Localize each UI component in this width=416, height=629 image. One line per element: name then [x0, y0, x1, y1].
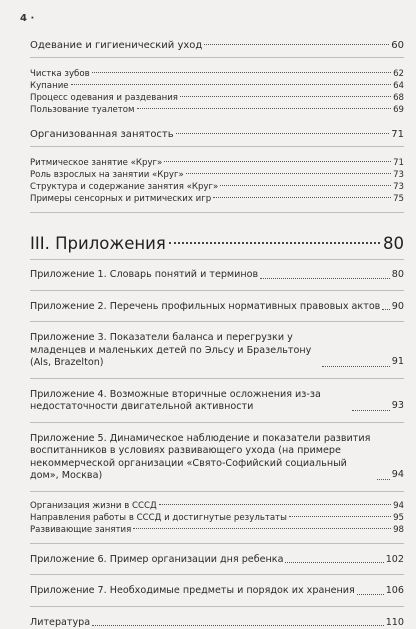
toc-title: Организованная занятость [30, 128, 174, 142]
toc-page: 75 [393, 193, 404, 205]
toc-section-appendices[interactable] [30, 233, 404, 255]
toc-appendix-2[interactable] [30, 301, 404, 314]
divider [30, 491, 404, 492]
leader-dots [382, 309, 389, 310]
toc-item[interactable] [30, 500, 404, 512]
leader-dots [204, 44, 389, 45]
divider [30, 378, 404, 379]
page-number: 4 · [20, 13, 34, 24]
toc-page: 110 [386, 617, 404, 629]
toc-title: Литература [30, 617, 90, 629]
toc-page: 71 [391, 128, 404, 142]
toc-page: 93 [392, 400, 404, 413]
toc-page: 73 [393, 169, 404, 181]
divider [30, 422, 404, 423]
toc-item[interactable] [30, 512, 404, 524]
toc-item[interactable] [30, 169, 404, 181]
toc-title: Приложение 5. Динамическое наблюдение и показатели развития воспитанников в условиях развивающего ухода (на примере некоммерческой организации «Свято-Софийский социальный дом», Москва) [30, 433, 375, 483]
divider [30, 543, 404, 544]
toc-item[interactable] [30, 80, 404, 92]
toc-page: 106 [386, 585, 404, 598]
toc-title: Организация жизни в СССД [30, 500, 157, 512]
toc-title: Процесс одевания и раздевания [30, 92, 178, 104]
toc-appendix-1[interactable] [30, 269, 404, 282]
toc-heading-activities[interactable] [30, 128, 404, 142]
leader-dots [352, 410, 390, 411]
toc-title: Приложение 1. Словарь понятий и терминов [30, 269, 258, 282]
toc-appendix-3[interactable] [30, 332, 404, 370]
leader-dots [159, 504, 391, 505]
leader-dots [92, 72, 391, 73]
leader-dots [71, 84, 391, 85]
section-title: III. Приложения [30, 233, 166, 255]
leader-dots [169, 242, 380, 244]
leader-dots [92, 625, 384, 626]
toc-page: 68 [393, 92, 404, 104]
leader-dots [213, 197, 391, 198]
toc-appendix-4[interactable] [30, 389, 404, 414]
toc-page: 90 [392, 301, 404, 314]
leader-dots [322, 366, 390, 367]
toc-page: 80 [392, 269, 404, 282]
toc-page: 98 [393, 524, 404, 536]
toc-item[interactable] [30, 68, 404, 80]
toc-page: 91 [392, 356, 404, 369]
divider [30, 259, 404, 260]
divider [30, 290, 404, 291]
toc-item[interactable] [30, 157, 404, 169]
toc-title: Приложение 3. Показатели баланса и перегрузки у младенцев и маленьких детей по Эльсу и Бразельтону (Als, Brazelton) [30, 332, 320, 370]
leader-dots [285, 562, 383, 563]
toc-page: 62 [393, 68, 404, 80]
divider [30, 57, 404, 58]
divider [30, 574, 404, 575]
toc-title: Приложение 7. Необходимые предметы и порядок их хранения [30, 585, 355, 598]
leader-dots [137, 108, 392, 109]
leader-dots [289, 516, 391, 517]
toc-page: 95 [393, 512, 404, 524]
toc-title: Одевание и гигиенический уход [30, 39, 202, 53]
leader-dots [180, 96, 391, 97]
toc-title: Направления работы в СССД и достигнутые результаты [30, 512, 287, 524]
toc-item[interactable] [30, 181, 404, 193]
section-page: 80 [383, 233, 404, 255]
toc-page: 69 [393, 104, 404, 116]
toc-literature[interactable] [30, 617, 404, 629]
toc-page: 64 [393, 80, 404, 92]
toc-title: Роль взрослых на занятии «Круг» [30, 169, 184, 181]
toc-title: Чистка зубов [30, 68, 90, 80]
toc-page: 94 [392, 469, 404, 482]
divider [30, 212, 404, 213]
leader-dots [220, 185, 391, 186]
toc-title: Пользование туалетом [30, 104, 135, 116]
toc-item[interactable] [30, 193, 404, 205]
leader-dots [186, 173, 391, 174]
toc-page: 60 [391, 39, 404, 53]
table-of-contents [30, 36, 404, 629]
toc-appendix-7[interactable] [30, 585, 404, 598]
toc-page: 94 [393, 500, 404, 512]
toc-heading-dressing[interactable] [30, 39, 404, 53]
toc-title: Приложение 2. Перечень профильных нормативных правовых актов [30, 301, 380, 314]
leader-dots [357, 594, 384, 595]
toc-title: Приложение 6. Пример организации дня ребенка [30, 554, 283, 567]
divider [30, 321, 404, 322]
leader-dots [133, 528, 391, 529]
leader-dots [164, 161, 391, 162]
divider [30, 146, 404, 147]
toc-title: Приложение 4. Возможные вторичные осложнения из-за недостаточности двигательной активности [30, 389, 350, 414]
toc-item[interactable] [30, 524, 404, 536]
leader-dots [176, 133, 390, 134]
toc-title: Развивающие занятия [30, 524, 131, 536]
toc-title: Купание [30, 80, 69, 92]
toc-page: 71 [393, 157, 404, 169]
toc-title: Ритмическое занятие «Круг» [30, 157, 162, 169]
toc-title: Структура и содержание занятия «Круг» [30, 181, 218, 193]
toc-appendix-5[interactable] [30, 433, 404, 483]
leader-dots [260, 278, 390, 279]
toc-title: Примеры сенсорных и ритмических игр [30, 193, 211, 205]
leader-dots [377, 479, 390, 480]
toc-item[interactable] [30, 104, 404, 116]
toc-page: 73 [393, 181, 404, 193]
toc-page: 102 [386, 554, 404, 567]
toc-item[interactable] [30, 92, 404, 104]
toc-appendix-6[interactable] [30, 554, 404, 567]
